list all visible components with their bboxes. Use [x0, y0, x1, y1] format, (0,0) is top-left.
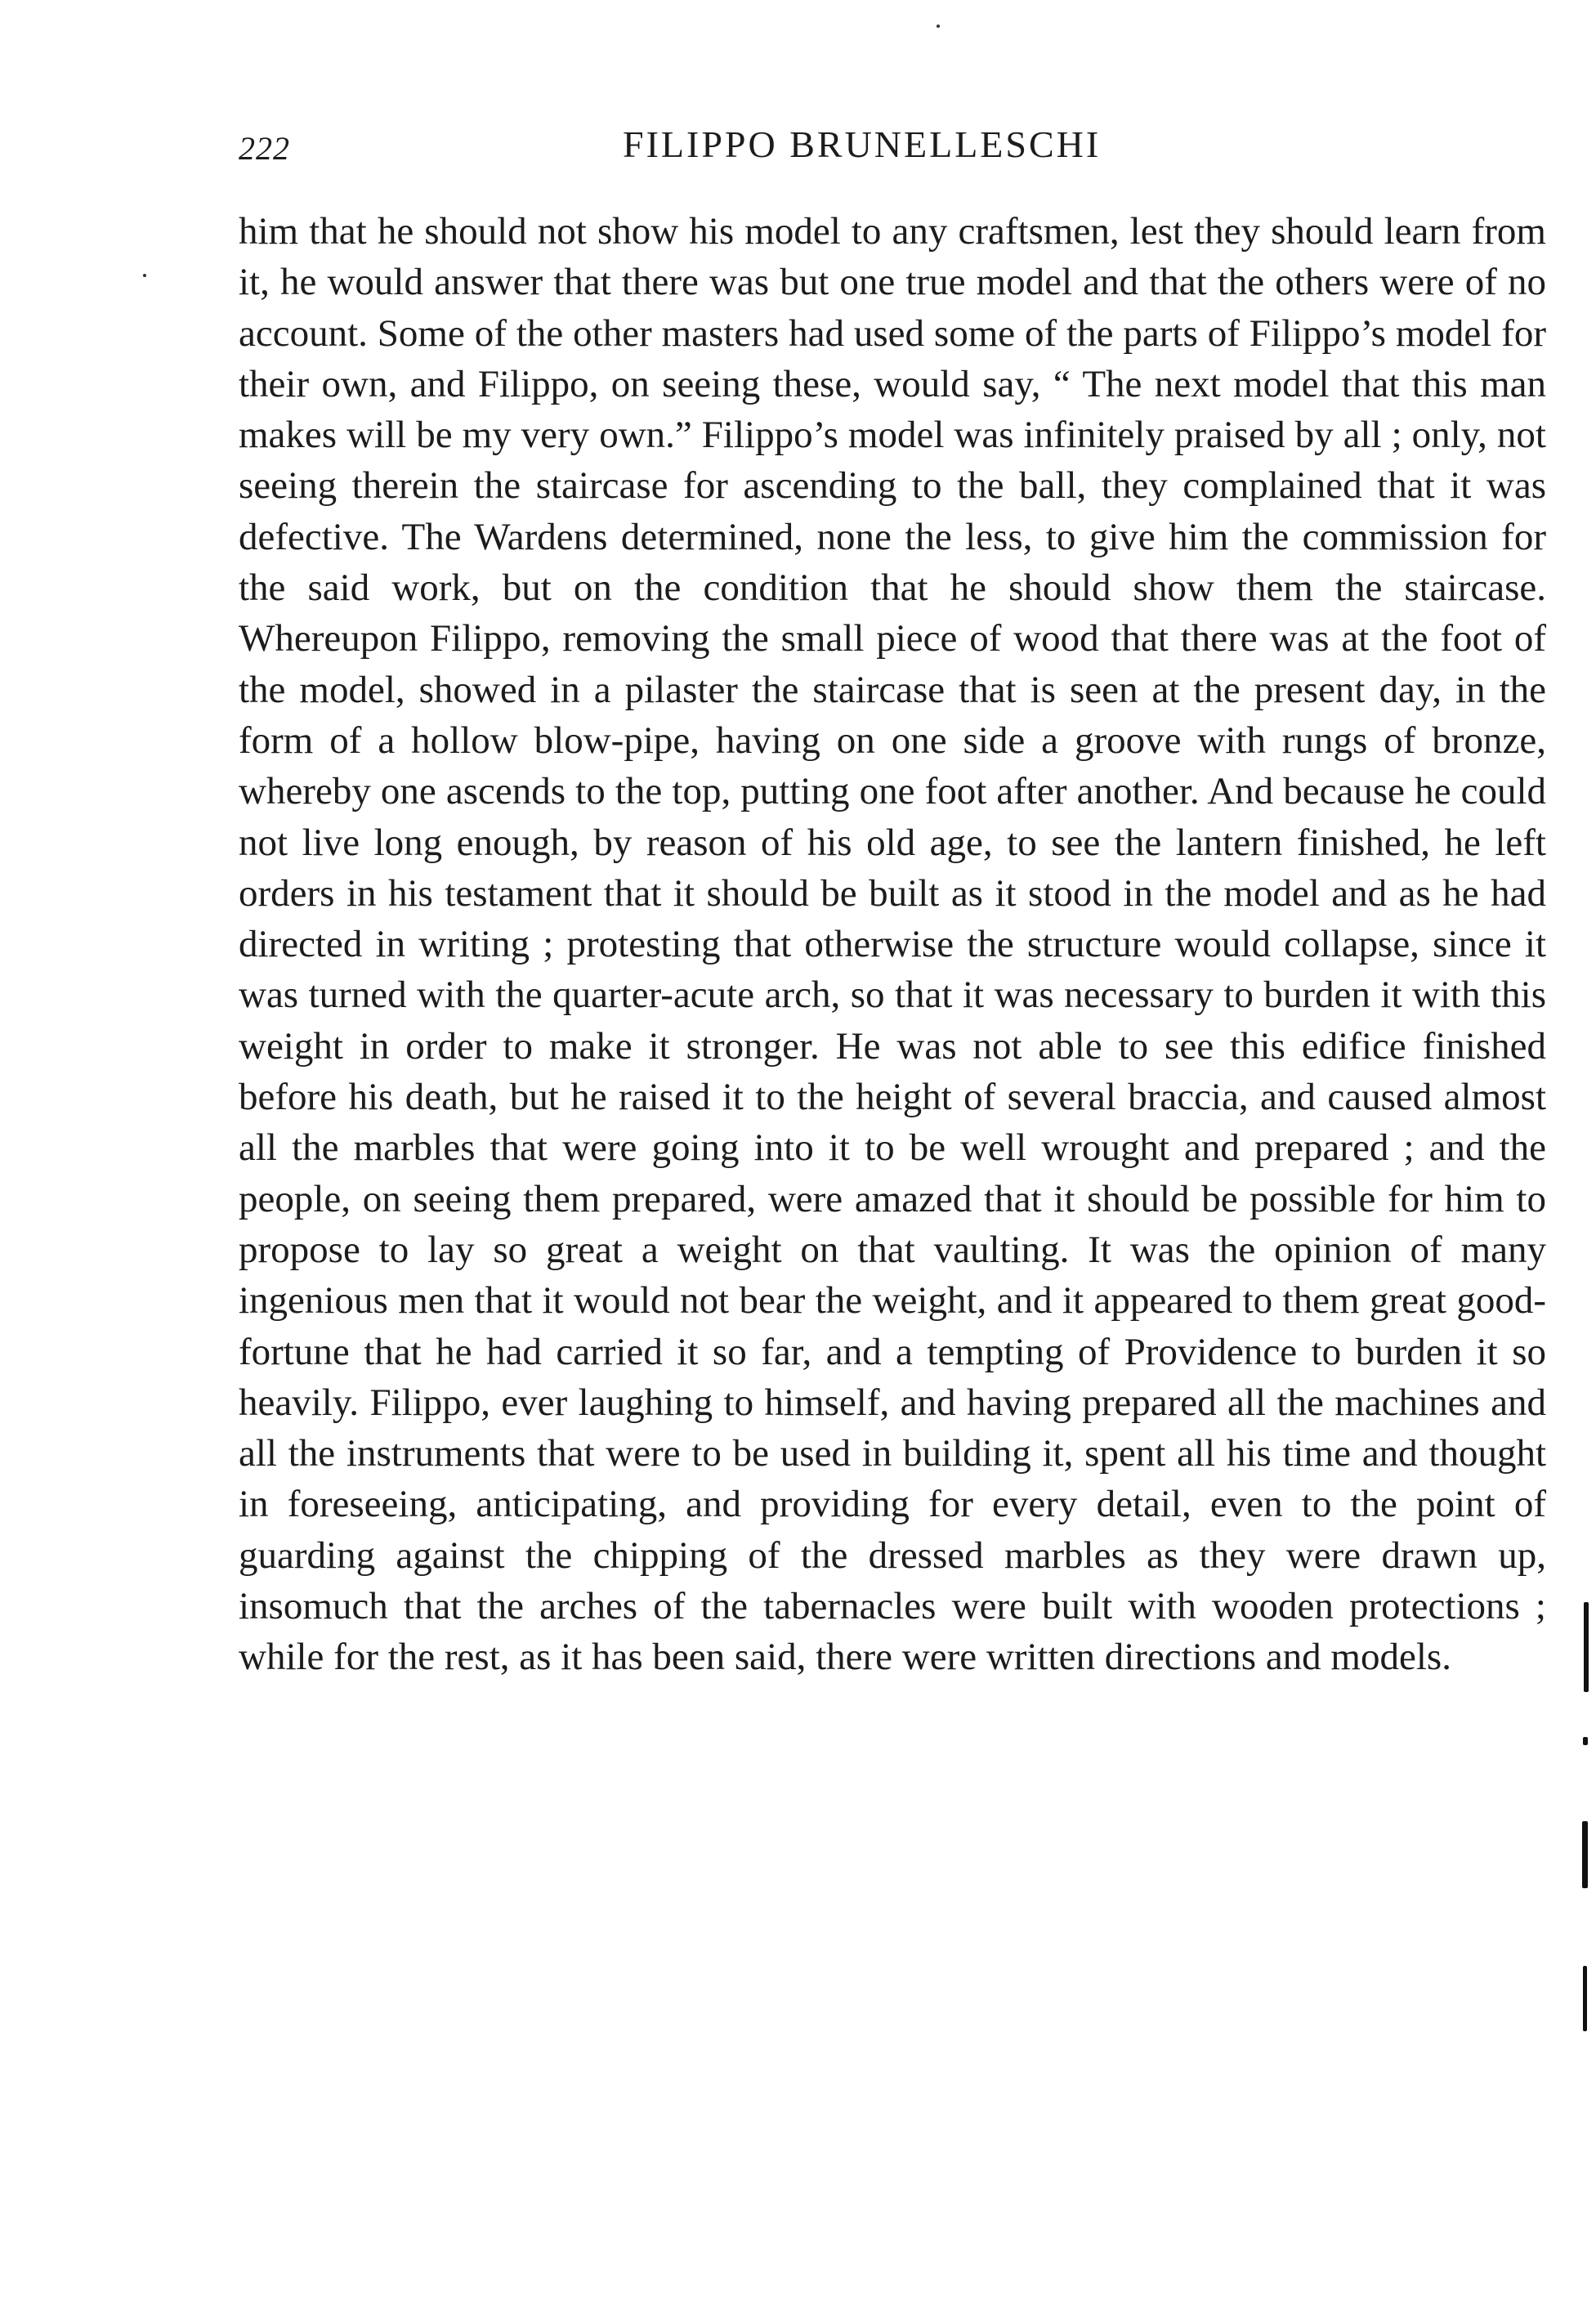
running-head: [239, 123, 1546, 172]
running-title: FILIPPO BRUNELLESCHI: [623, 123, 1102, 165]
page-number: 222: [239, 130, 290, 167]
body-paragraph: him that he should not show his model to any craftsmen, lest they should learn from it, he would answer that there was but one true model and that the others were of no account. Some of the other masters had used some of the parts of Filippo’s model for their own, and Filippo, on seeing these, would say, “ The next model that this man makes will be my very own.” Filippo’s model was infinitely praised by all ; only, not seeing therein the staircase for ascending to the ball, they complained that it was defective. The Wardens determined, none the less, to give him the commission for the said work, but on the condition that he should show them the staircase. Whereupon Filippo, removing the small piece of wood that there was at the foot of the model, showed in a pilaster the staircase that is seen at the present day, in the form of a hollow blow-pipe, having on one side a groove with rungs of bronze, whereby one ascends to the top, putting one foot after another. And because he could not live long enough, by reason of his old age, to see the lantern finished, he left orders in his testament that it should be built as it stood in the model and as he had directed in writing ; protesting that otherwise the structure would collapse, since it was turned with the quarter-acute arch, so that it was necessary to burden it with this weight in order to make it stronger. He was not able to see this edifice finished before his death, but he raised it to the height of several braccia, and caused almost all the marbles that were going into it to be well wrought and prepared ; and the people, on seeing them prepared, were amazed that it should be possible for him to propose to lay so great a weight on that vaulting. It was the opinion of many ingenious men that it would not bear the weight, and it appeared to them great good-fortune that he had carried it so far, and a tempting of Providence to burden it so heavily. Filippo, ever laughing to himself, and having prepared all the machines and all the instruments that were to be used in building it, spent all his time and thought in foreseeing, anticipating, and providing for every detail, even to the point of guarding against the chipping of the dressed marbles as they were drawn up, insomuch that the arches of the tabernacles were built with wooden protections ; while for the rest, as it has been said, there were written directions and models.: [239, 210, 1546, 1679]
scan-mark: [1583, 1966, 1587, 2031]
speck-mark: [143, 274, 146, 277]
scan-mark: [1584, 1602, 1589, 1692]
scan-mark: [1583, 1737, 1588, 1745]
scan-mark: [1582, 1821, 1588, 1888]
speck-mark: [937, 25, 940, 28]
